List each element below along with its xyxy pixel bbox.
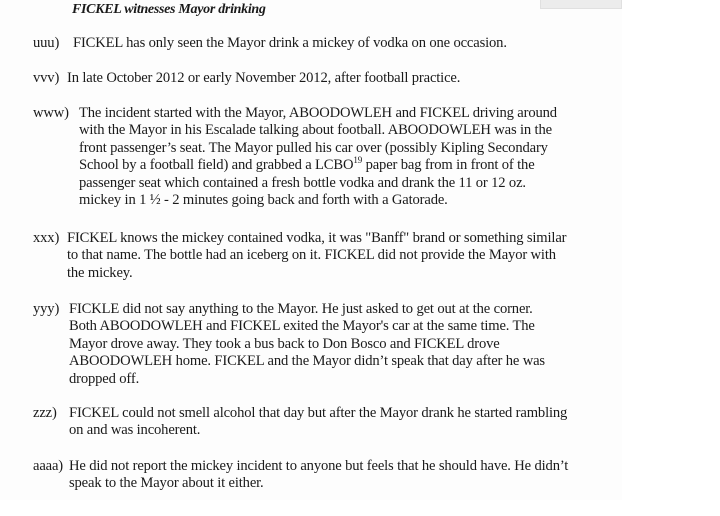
paragraph-label: xxx) [33,230,60,246]
text-line: front passenger’s seat. The Mayor pulled his car over (possibly Kipling Secondary [79,139,548,156]
paragraph-label: zzz) [33,405,57,421]
paragraph-zzz [33,405,618,440]
paragraph-label: vvv) [33,70,60,86]
paragraph-label: aaaa) [33,458,64,474]
footnote-reference[interactable]: 19 [353,155,363,166]
section-heading: FICKEL witnesses Mayor drinking [72,2,266,17]
paragraph-uuu [33,35,618,52]
paragraph-vvv [33,70,618,87]
paragraph-label: uuu) [33,35,60,51]
text-line: ABOODOWLEH home. FICKEL and the Mayor didn’t speak that day after he was [69,353,545,370]
text-line: He did not report the mickey incident to anyone but feels that he should have. He didn’t [69,458,569,474]
text-line: FICKEL knows the mickey contained vodka, it was "Banff" brand or something similar [67,230,567,246]
text-line: FICKLE did not say anything to the Mayor. He just asked to get out at the corner. [69,301,533,317]
text-line: dropped off. [69,370,140,387]
text-line: FICKEL has only seen the Mayor drink a mickey of vodka on one occasion. [73,35,507,51]
page-corner-box [540,0,622,9]
paragraph-text [79,105,618,209]
paragraph-text [69,458,618,493]
paragraph-label: yyy) [33,301,60,317]
text-line: passenger seat which contained a fresh bottle vodka and drank the 11 or 12 oz. [79,174,526,191]
paragraph-text [67,230,618,282]
text-line: Mayor drove away. They took a bus back to Don Bosco and FICKEL drove [69,335,500,352]
text-line: with the Mayor in his Escalade talking about football. ABOODOWLEH was in the [79,122,552,139]
paragraph-text [73,35,618,52]
text-line: on and was incoherent. [69,422,201,439]
text-line: Both ABOODOWLEH and FICKEL exited the Mayor's car at the same time. The [69,318,535,335]
text-line: speak to the Mayor about it either. [69,475,264,492]
text-segment: School by a football field) and grabbed a LCBO [79,157,354,174]
text-line: mickey in 1 ½ - 2 minutes going back and forth with a Gatorade. [79,192,448,209]
text-line: to that name. The bottle had an iceberg on it. FICKEL did not provide the Mayor with [67,247,556,264]
text-line: In late October 2012 or early November 2012, after football practice. [67,70,461,86]
text-line-with-footnote [79,157,618,174]
text-segment: paper bag from in front of the [362,157,535,174]
paragraph-xxx [33,230,618,282]
paragraph-www [33,105,618,209]
text-line: FICKEL could not smell alcohol that day but after the Mayor drank he started rambling [69,405,568,421]
paragraph-label: www) [33,105,69,121]
paragraph-yyy [33,301,618,388]
text-line: the mickey. [67,264,133,281]
paragraph-aaaa [33,458,618,493]
paragraph-text [69,405,618,440]
text-line: The incident started with the Mayor, ABOODOWLEH and FICKEL driving around [79,105,557,121]
paragraph-text [67,70,618,87]
paragraph-text [69,301,618,388]
